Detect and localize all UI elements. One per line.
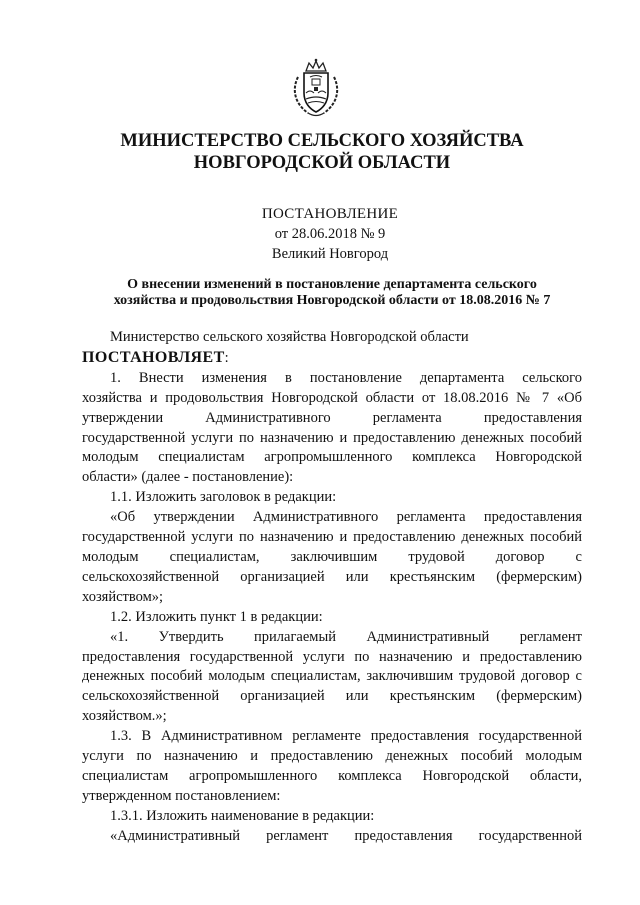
body-line: хозяйства и продовольствия Новгородской области от 18.08.2016 № 7 «Об — [82, 389, 582, 406]
body-line: 1. Внести изменения в постановление департамента сельского — [110, 369, 582, 386]
body-line: утвержденном постановлением: — [82, 787, 281, 804]
resolves-colon: : — [224, 349, 229, 366]
resolves-line — [82, 348, 582, 369]
body-line: денежных пособий молодым специалистам, заключившим трудовой договор с — [82, 668, 582, 685]
body-line: специалистам агропромышленного комплекса Новгородской области, — [82, 767, 582, 784]
ministry-title-line2: НОВГОРОДСКОЙ ОБЛАСТИ — [193, 153, 451, 173]
decree-subject — [94, 277, 570, 309]
body-line: «1. Утвердить прилагаемый Административный регламент — [110, 628, 582, 645]
body-line: предоставления государственной услуги по назначению и предоставлению — [82, 648, 582, 665]
coat-of-arms-icon — [284, 57, 348, 121]
body-line: хозяйством»; — [82, 588, 164, 605]
body-line: хозяйством.»; — [82, 708, 167, 725]
decree-kind: ПОСТАНОВЛЕНИЕ — [261, 206, 399, 222]
resolves-word: ПОСТАНОВЛЯЕТ — [82, 348, 225, 366]
body-line: государственной услуги по назначению и предоставлению денежных пособий — [82, 529, 582, 546]
subject-line1: О внесении изменений в постановление департамента сельского — [127, 277, 537, 292]
body-line: сельскохозяйственной организацией или крестьянским (фермерским) — [82, 568, 582, 585]
body-line: 1.2. Изложить пункт 1 в редакции: — [110, 608, 323, 625]
body-line: области» (далее - постановление): — [82, 469, 294, 486]
ministry-title-line1: МИНИСТЕРСТВО СЕЛЬСКОГО ХОЗЯЙСТВА — [120, 131, 524, 151]
decree-date-number: от 28.06.2018 № 9 — [274, 226, 386, 242]
body-line: государственной услуги по назначению и предоставлению денежных пособий — [82, 429, 582, 446]
preamble: Министерство сельского хозяйства Новгородской области — [110, 329, 469, 345]
body-line: молодым специалистам, заключившим трудовой договор с — [82, 548, 582, 565]
decree-body — [82, 328, 582, 847]
body-line: услуги по назначению и предоставлению денежных пособий молодым — [82, 748, 582, 765]
body-line: утверждении Административного регламента предоставления — [82, 409, 582, 426]
body-line: 1.3. В Административном регламенте предоставления государственной — [110, 728, 582, 745]
decree-header — [180, 204, 480, 264]
body-line: 1.3.1. Изложить наименование в редакции: — [110, 807, 375, 824]
body-line: сельскохозяйственной организацией или крестьянским (фермерским) — [82, 688, 582, 705]
body-line: «Об утверждении Административного регламента предоставления — [110, 509, 582, 526]
decree-city: Великий Новгород — [271, 246, 389, 262]
ministry-title — [40, 130, 604, 174]
body-line: «Административный регламент предоставления государственной — [110, 827, 582, 844]
subject-line2: хозяйства и продовольствия Новгородской области от 18.08.2016 № 7 — [113, 293, 551, 308]
body-line: молодым специалистам агропромышленного комплекса Новгородской — [82, 449, 582, 466]
body-line: 1.1. Изложить заголовок в редакции: — [110, 489, 337, 506]
